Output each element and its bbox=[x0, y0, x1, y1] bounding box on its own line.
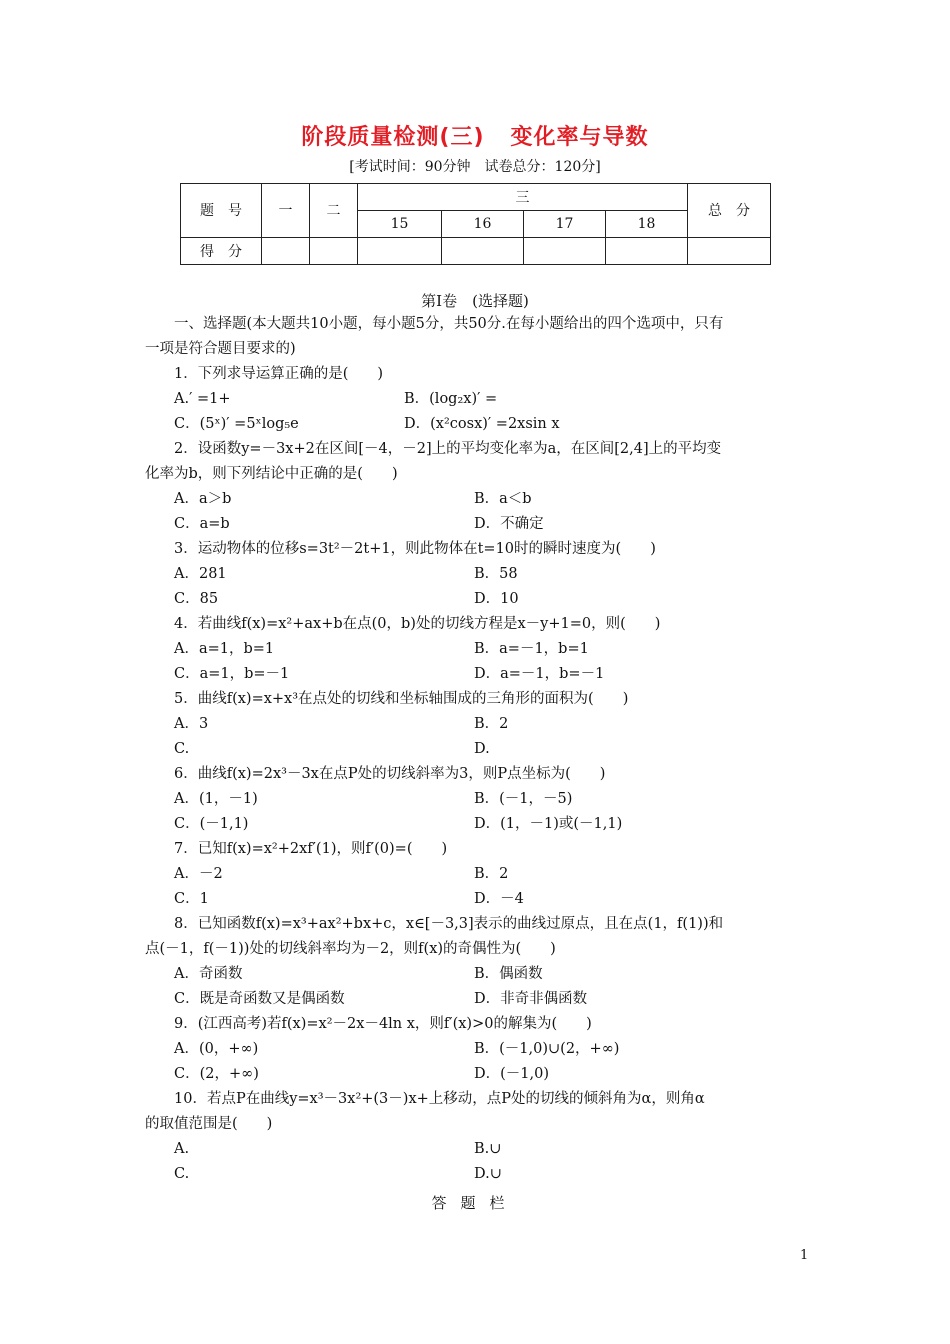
option-row bbox=[145, 862, 810, 887]
question-stem: 9．(江西高考)若f(x)=x²－2x－4ln x，则f′(x)>0的解集为( ) bbox=[174, 1016, 592, 1032]
header-section-3: 三 bbox=[358, 184, 688, 211]
option-row bbox=[145, 887, 810, 912]
option: B．偶函数 bbox=[474, 966, 543, 982]
option-row bbox=[145, 387, 810, 412]
header-total: 总 分 bbox=[688, 184, 771, 238]
option: B.∪ bbox=[474, 1141, 502, 1157]
option-row bbox=[145, 587, 810, 612]
score-cell bbox=[606, 237, 688, 264]
question-stem: 5．曲线f(x)=x+x³在点处的切线和坐标轴围成的三角形的面积为( ) bbox=[174, 691, 629, 707]
header-section-1: 一 bbox=[262, 184, 310, 238]
option: D.∪ bbox=[474, 1166, 502, 1182]
option-row bbox=[145, 987, 810, 1012]
option: D．a=－1，b=－1 bbox=[474, 666, 605, 682]
score-cell bbox=[358, 237, 442, 264]
option: C．85 bbox=[174, 591, 219, 607]
header-q17: 17 bbox=[524, 211, 606, 237]
option: B．58 bbox=[474, 566, 518, 582]
option-row bbox=[145, 812, 810, 837]
option-row bbox=[145, 787, 810, 812]
option: D．10 bbox=[474, 591, 519, 607]
header-tihao: 题 号 bbox=[181, 184, 262, 238]
question-stem: 点(－1，f(－1))处的切线斜率均为－2，则f(x)的奇偶性为( ) bbox=[145, 941, 556, 957]
question-list bbox=[145, 312, 810, 1187]
question-stem: 的取值范围是( ) bbox=[145, 1116, 273, 1132]
score-cell bbox=[442, 237, 524, 264]
option: A．－2 bbox=[174, 866, 223, 882]
option: C．(5ˣ)′ =5ˣlog₅e bbox=[174, 416, 299, 432]
option-row bbox=[145, 1162, 810, 1187]
option-row bbox=[145, 737, 810, 762]
question-stem: 1．下列求导运算正确的是( ) bbox=[174, 366, 384, 382]
option: C．(－1,1) bbox=[174, 816, 249, 832]
option: B．(－1，－5) bbox=[474, 791, 573, 807]
score-cell bbox=[310, 237, 358, 264]
option-row bbox=[145, 512, 810, 537]
option-row bbox=[145, 1037, 810, 1062]
option: A.′ =1+ bbox=[174, 391, 231, 407]
option: C．a=1，b=－1 bbox=[174, 666, 290, 682]
question-stem: 6．曲线f(x)=2x³－3x在点P处的切线斜率为3，则P点坐标为( ) bbox=[174, 766, 606, 782]
option-row bbox=[145, 962, 810, 987]
score-cell bbox=[688, 237, 771, 264]
option: B．(－1,0)∪(2，+∞) bbox=[474, 1041, 620, 1057]
option-row bbox=[145, 637, 810, 662]
option: C．1 bbox=[174, 891, 209, 907]
option: D. bbox=[474, 741, 490, 757]
option-row bbox=[145, 412, 810, 437]
question-stem: 化率为b，则下列结论中正确的是( ) bbox=[145, 466, 398, 482]
score-table bbox=[180, 183, 771, 265]
option: D．(x²cosx)′ =2xsin x bbox=[404, 416, 560, 432]
header-q15: 15 bbox=[358, 211, 442, 237]
question-stem: 2．设函数y=－3x+2在区间[－4，－2]上的平均变化率为a，在区间[2,4]上的平均变 bbox=[174, 441, 722, 457]
instructions-line: 一、选择题(本大题共10小题，每小题5分，共50分.在每小题给出的四个选项中，只有 bbox=[174, 316, 724, 332]
option: D．(1，－1)或(－1,1) bbox=[474, 816, 623, 832]
section-title: 第Ⅰ卷 (选择题) bbox=[421, 292, 529, 310]
header-section-2: 二 bbox=[310, 184, 358, 238]
option: B．a＜b bbox=[474, 491, 532, 507]
option-row bbox=[145, 662, 810, 687]
option: A．奇函数 bbox=[174, 966, 243, 982]
row-defen: 得 分 bbox=[181, 237, 262, 264]
option: A．a＞b bbox=[174, 491, 232, 507]
option-row bbox=[145, 487, 810, 512]
option: D．(－1,0) bbox=[474, 1066, 549, 1082]
option: B．(log₂x)′ = bbox=[404, 391, 498, 407]
option-row bbox=[145, 1062, 810, 1087]
question-stem: 8．已知函数f(x)=x³+ax²+bx+c，x∈[－3,3]表示的曲线过原点，且在点(1，f(1))和 bbox=[174, 916, 724, 932]
option: C. bbox=[174, 1166, 190, 1182]
question-stem: 4．若曲线f(x)=x²+ax+b在点(0，b)处的切线方程是x－y+1=0，则( ) bbox=[174, 616, 661, 632]
option: D．不确定 bbox=[474, 516, 544, 532]
score-cell bbox=[262, 237, 310, 264]
option: C．a=b bbox=[174, 516, 230, 532]
score-cell bbox=[524, 237, 606, 264]
option-row bbox=[145, 562, 810, 587]
title-main: 阶段质量检测(三) bbox=[301, 125, 485, 150]
option: A．(1，－1) bbox=[174, 791, 258, 807]
option: C. bbox=[174, 741, 190, 757]
instructions-line: 一项是符合题目要求的) bbox=[145, 341, 296, 357]
option: C．(2，+∞) bbox=[174, 1066, 259, 1082]
question-stem: 7．已知f(x)=x²+2xf′(1)，则f′(0)=( ) bbox=[174, 841, 448, 857]
option: A．3 bbox=[174, 716, 209, 732]
option: A. bbox=[174, 1141, 190, 1157]
option: B．2 bbox=[474, 866, 509, 882]
page-number: 1 bbox=[800, 1248, 809, 1263]
question-stem: 10．若点P在曲线y=x³－3x²+(3－)x+上移动，点P处的切线的倾斜角为α，则角α bbox=[174, 1091, 705, 1107]
option: A．281 bbox=[174, 566, 227, 582]
option-row bbox=[145, 712, 810, 737]
exam-info: [考试时间：90分钟 试卷总分：120分] bbox=[349, 159, 601, 175]
option: B．2 bbox=[474, 716, 509, 732]
option: D．非奇非偶函数 bbox=[474, 991, 588, 1007]
option: B．a=－1，b=1 bbox=[474, 641, 589, 657]
page-title bbox=[0, 120, 950, 151]
option: A．(0，+∞) bbox=[174, 1041, 259, 1057]
title-topic: 变化率与导数 bbox=[510, 125, 649, 150]
header-q18: 18 bbox=[606, 211, 688, 237]
option: A．a=1，b=1 bbox=[174, 641, 275, 657]
question-stem: 3．运动物体的位移s=3t²－2t+1，则此物体在t=10时的瞬时速度为( ) bbox=[174, 541, 656, 557]
option: D．－4 bbox=[474, 891, 524, 907]
answer-section-label: 答题栏 bbox=[431, 1194, 519, 1212]
option-row bbox=[145, 1137, 810, 1162]
option: C．既是奇函数又是偶函数 bbox=[174, 991, 345, 1007]
header-q16: 16 bbox=[442, 211, 524, 237]
